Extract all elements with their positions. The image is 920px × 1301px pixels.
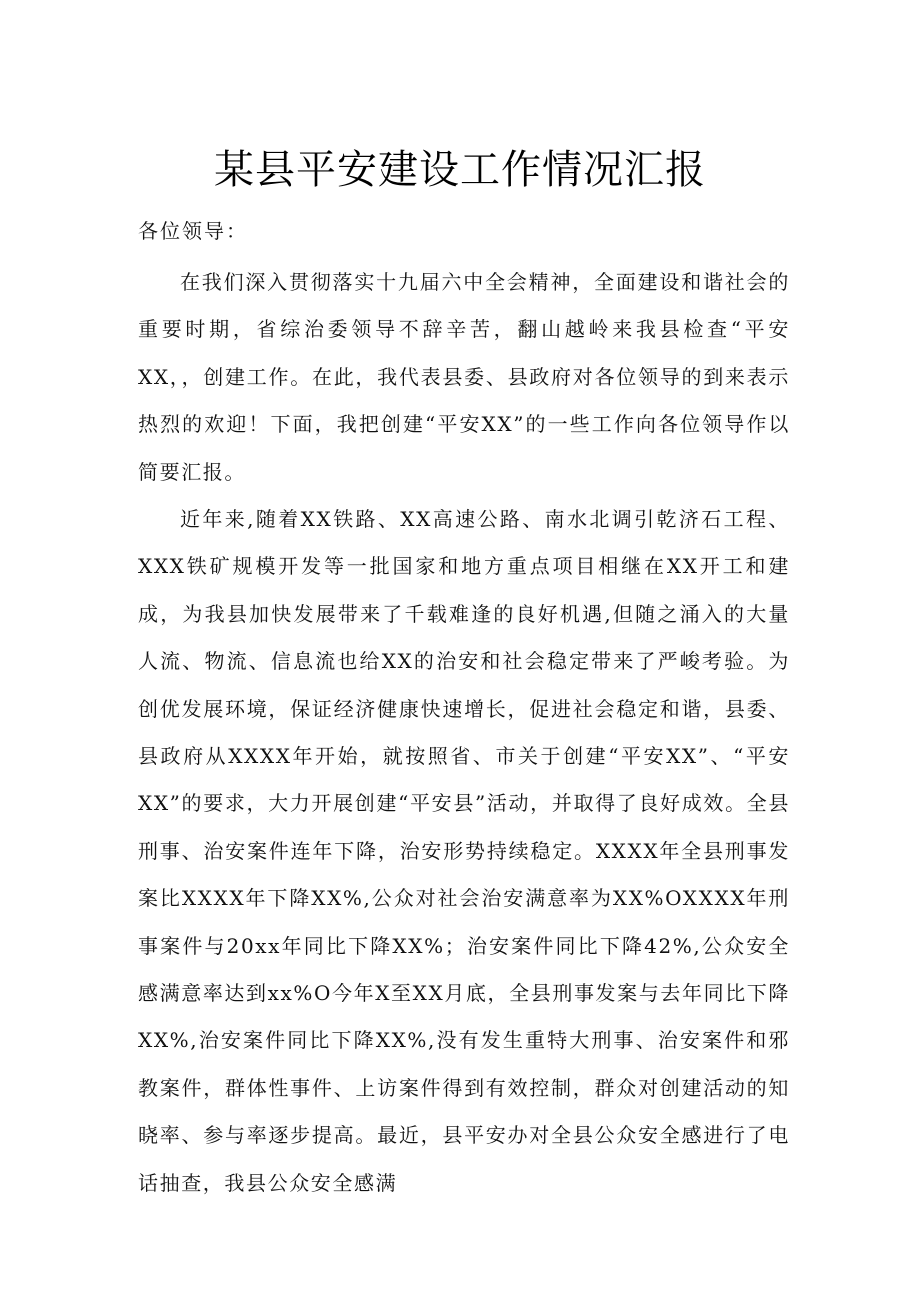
paragraph-intro: 在我们深入贯彻落实十九届六中全会精神，全面建设和谐社会的重要时期，省综治委领导不辞辛苦，翻山越岭来我县检查“平安XX，，创建工作。在此，我代表县委、县政府对各位领导的到来表示热烈的欢迎！下面，我把创建“平安XX”的一些工作向各位领导作以简要汇报。 <box>138 270 790 484</box>
paragraph-overview: 近年来,随着XX铁路、XX高速公路、南水北调引乾济石工程、XXX铁矿规模开发等一批国家和地方重点项目相继在XX开工和建成，为我县加快发展带来了千载难逢的良好机遇,但随之涌入的大量人流、物流、信息流也给XX的治安和社会稳定带来了严峻考验。为创优发展环境，保证经济健康快速增长，促进社会稳定和谐，县委、县政府从XXXX年开始，就按照省、市关于创建“平安XX”、“平安XX”的要求，大力开展创建“平安县”活动，并取得了良好成效。全县刑事、治安案件连年下降，治安形势持续稳定。XXXX年全县刑事发案比XXXX年下降XX%,公众对社会治安满意率为XX%OXXXX年刑事案件与20xx年同比下降XX%；治安案件同比下降42%,公众安全感满意率达到xx%O今年X至XX月底，全县刑事发案与去年同比下降XX%,治安案件同比下降XX%,没有发生重特大刑事、治安案件和邪教案件，群体性事件、上访案件得到有效控制，群众对创建活动的知晓率、参与率逐步提高。最近，县平安办对全县公众安全感进行了电话抽查，我县公众安全感满 <box>138 507 790 1195</box>
document-title: 某县平安建设工作情况汇报 <box>214 147 706 193</box>
greeting: 各位领导： <box>138 219 248 243</box>
